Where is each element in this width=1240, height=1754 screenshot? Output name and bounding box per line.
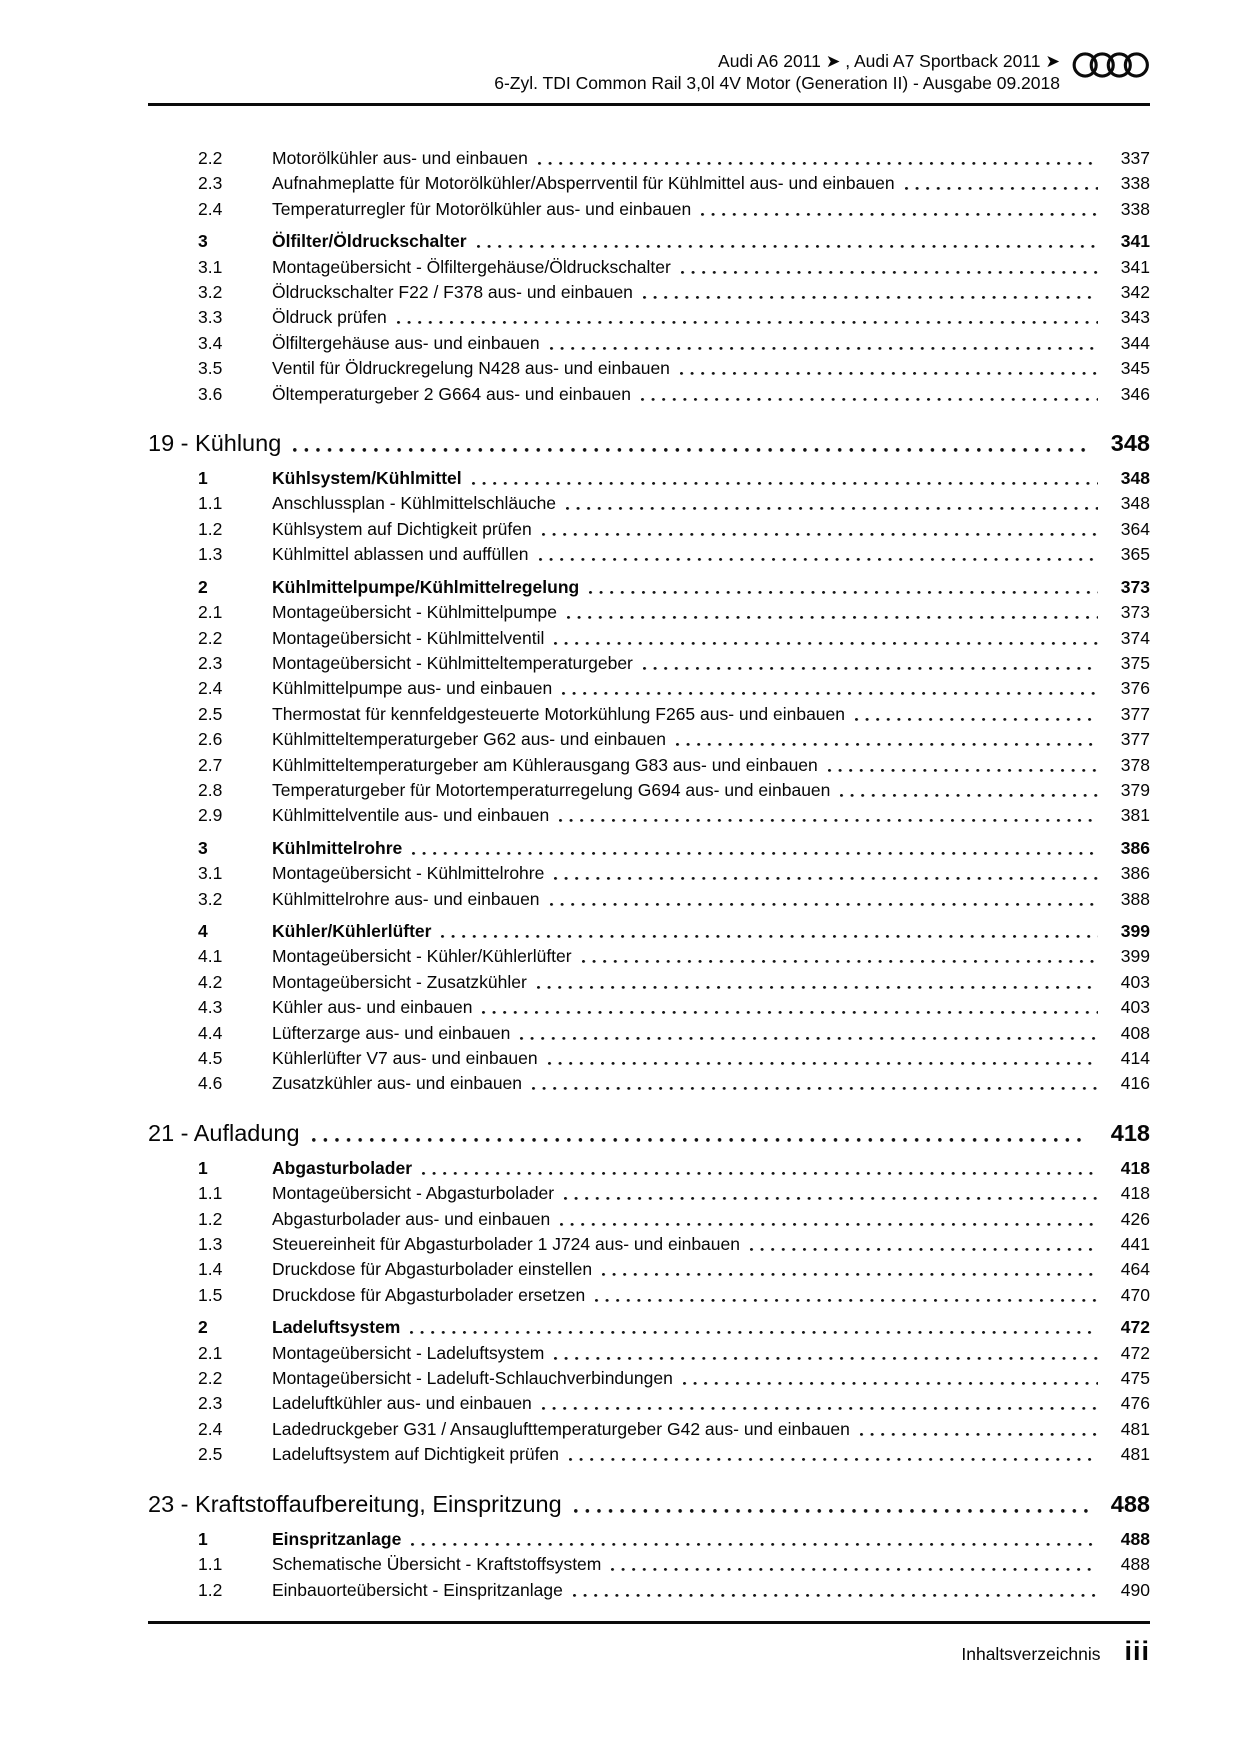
entry-title: Aufnahmeplatte für Motorölkühler/Absperrventil für Kühlmittel aus- und einbauen	[272, 173, 895, 194]
entry-page-number: 426	[1120, 1208, 1150, 1229]
dot-leader	[548, 1046, 1098, 1071]
entry-number: 4.6	[198, 1073, 223, 1094]
toc-entry	[148, 836, 1150, 861]
toc-entry	[148, 803, 1150, 828]
entry-number: 4.5	[198, 1048, 223, 1068]
entry-title: Montageübersicht - Zusatzkühler	[272, 971, 527, 992]
entry-page-number: 376	[1120, 678, 1150, 699]
entry-title: Steuereinheit für Abgasturbolader 1 J724 aus- und einbauen	[272, 1234, 740, 1255]
entry-title: Ladeluftsystem auf Dichtigkeit prüfen	[272, 1444, 559, 1465]
toc-entry	[148, 727, 1150, 752]
dot-leader	[550, 331, 1098, 356]
entry-page-number: 399	[1120, 920, 1150, 941]
entry-number: 2.9	[198, 805, 223, 826]
toc-entry	[148, 1021, 1150, 1046]
toc-entry	[148, 970, 1150, 995]
toc-entry	[148, 1417, 1150, 1442]
entry-number: 3.2	[198, 888, 223, 909]
page-footer	[148, 1636, 1150, 1667]
entry-number: 2	[198, 576, 208, 597]
entry-page-number: 414	[1120, 1048, 1150, 1068]
dot-leader	[680, 356, 1098, 381]
entry-number: 4.1	[198, 946, 223, 967]
entry-page-number: 337	[1120, 148, 1150, 168]
entry-number: 2.2	[198, 627, 223, 648]
dot-leader	[905, 171, 1098, 196]
entry-page-number: 418	[1120, 1157, 1150, 1178]
entry-page-number: 472	[1120, 1317, 1150, 1338]
dot-leader	[542, 1391, 1098, 1416]
toc-entry	[148, 255, 1150, 280]
header-models-line: Audi A6 2011 ➤ , Audi A7 Sportback 2011 ➤	[718, 51, 1060, 71]
entry-number: 1.1	[198, 1183, 223, 1204]
entry-title: Druckdose für Abgasturbolader ersetzen	[272, 1284, 586, 1305]
entry-number: 3	[198, 837, 208, 858]
dot-leader	[538, 146, 1098, 171]
entry-page-number: 377	[1120, 703, 1150, 724]
dot-leader	[559, 803, 1098, 828]
entry-number: 1.5	[198, 1284, 223, 1305]
entry-page-number: 377	[1120, 729, 1150, 750]
toc-entry	[148, 575, 1150, 600]
entry-page-number: 386	[1120, 837, 1150, 858]
toc-entry	[148, 1442, 1150, 1467]
entry-title: Abgasturbolader	[272, 1157, 413, 1178]
dot-leader	[582, 944, 1098, 969]
dot-leader	[683, 1366, 1098, 1391]
dot-leader	[860, 1417, 1098, 1442]
toc-entry	[148, 626, 1150, 651]
entry-title: Anschlussplan - Kühlmittelschläuche	[272, 493, 557, 514]
toc-entry	[148, 229, 1150, 254]
entry-title: Öldruckschalter F22 / F378 aus- und einbauen	[272, 282, 633, 303]
entry-title: Ladeluftkühler aus- und einbauen	[272, 1393, 532, 1414]
chapter-title: 19 - Kühlung	[148, 430, 282, 457]
entry-number: 2.6	[198, 729, 223, 750]
dot-leader	[567, 600, 1098, 625]
footer-rule	[148, 1621, 1150, 1624]
dot-leader	[562, 676, 1098, 701]
entry-page-number: 338	[1120, 173, 1150, 194]
toc-entry	[148, 887, 1150, 912]
entry-title: Kühlmittelventile aus- und einbauen	[272, 805, 550, 826]
dot-leader	[560, 1207, 1098, 1232]
entry-page-number: 399	[1120, 946, 1150, 967]
dot-leader	[641, 382, 1098, 407]
dot-leader	[564, 1181, 1098, 1206]
entry-page-number: 381	[1120, 805, 1150, 826]
entry-number: 1	[198, 1157, 208, 1178]
entry-number: 2.3	[198, 173, 223, 194]
entry-page-number: 338	[1120, 198, 1150, 219]
entry-title: Zusatzkühler aus- und einbauen	[272, 1073, 523, 1094]
entry-title: Ölfilter/Öldruckschalter	[272, 231, 467, 252]
entry-page-number: 481	[1120, 1444, 1150, 1465]
entry-number: 4.4	[198, 1022, 223, 1043]
dot-leader	[643, 280, 1098, 305]
toc-entry	[148, 356, 1150, 381]
entry-page-number: 472	[1120, 1342, 1150, 1363]
entry-title: Kühlmittelrohre	[272, 837, 403, 858]
toc-entry	[148, 676, 1150, 701]
entry-title: Montageübersicht - Ölfiltergehäuse/Öldruckschalter	[272, 256, 671, 277]
entry-page-number: 388	[1120, 888, 1150, 909]
toc-entry	[148, 382, 1150, 407]
toc-entry	[148, 702, 1150, 727]
entry-number: 2.4	[198, 198, 223, 219]
entry-number: 2.1	[198, 602, 223, 623]
entry-title: Temperaturgeber für Motortemperaturregelung G694 aus- und einbauen	[272, 779, 831, 800]
entry-page-number: 348	[1120, 468, 1150, 489]
table-of-contents	[148, 146, 1150, 1603]
entry-page-number: 488	[1120, 1528, 1150, 1549]
dot-leader	[566, 491, 1098, 516]
entry-number: 2.5	[198, 703, 223, 724]
entry-page-number: 408	[1120, 1022, 1150, 1043]
dot-leader	[840, 778, 1098, 803]
entry-number: 2.3	[198, 1393, 223, 1414]
entry-title: Öldruck prüfen	[272, 307, 387, 328]
entry-number: 1.2	[198, 1579, 223, 1600]
toc-entry	[148, 305, 1150, 330]
entry-page-number: 374	[1120, 627, 1150, 648]
entry-number: 3.3	[198, 307, 223, 328]
chapter-heading	[148, 1118, 1150, 1149]
dot-leader	[410, 1315, 1098, 1340]
entry-page-number: 418	[1120, 1183, 1150, 1204]
entry-number: 1.3	[198, 1234, 223, 1255]
dot-leader	[532, 1071, 1098, 1096]
entry-title: Montageübersicht - Ladeluft-Schlauchverbindungen	[272, 1368, 673, 1389]
entry-page-number: 342	[1120, 282, 1150, 303]
entry-page-number: 364	[1120, 518, 1150, 539]
dot-leader	[750, 1232, 1098, 1257]
entry-number: 2.3	[198, 652, 223, 673]
toc-entry	[148, 491, 1150, 516]
entry-page-number: 344	[1120, 332, 1150, 353]
toc-entry	[148, 1391, 1150, 1416]
toc-entry	[148, 466, 1150, 491]
entry-title: Kühlsystem auf Dichtigkeit prüfen	[272, 518, 532, 539]
dot-leader	[520, 1021, 1098, 1046]
footer-page-number: iii	[1124, 1635, 1150, 1666]
toc-entry	[148, 919, 1150, 944]
entry-number: 2.1	[198, 1342, 223, 1363]
toc-entry	[148, 1257, 1150, 1282]
entry-page-number: 464	[1120, 1259, 1150, 1280]
dot-leader	[550, 887, 1098, 912]
entry-title: Montageübersicht - Kühlmittelpumpe	[272, 602, 558, 623]
toc-entry	[148, 1552, 1150, 1577]
entry-title: Einspritzanlage	[272, 1528, 402, 1549]
dot-leader	[472, 466, 1098, 491]
entry-page-number: 365	[1120, 544, 1150, 565]
entry-title: Kühlmittel ablassen und auffüllen	[272, 544, 529, 565]
entry-number: 4.2	[198, 971, 223, 992]
entry-title: Ölfiltergehäuse aus- und einbauen	[272, 332, 540, 353]
chapter-title: 23 - Kraftstoffaufbereitung, Einspritzung	[148, 1490, 562, 1517]
toc-entry	[148, 1046, 1150, 1071]
entry-title: Thermostat für kennfeldgesteuerte Motorkühlung F265 aus- und einbauen	[272, 703, 845, 724]
dot-leader	[441, 919, 1098, 944]
dot-leader	[855, 702, 1098, 727]
entry-title: Temperaturregler für Motorölkühler aus- und einbauen	[272, 198, 692, 219]
dot-leader	[554, 626, 1098, 651]
entry-title: Einbauorteübersicht - Einspritzanlage	[272, 1579, 563, 1600]
entry-title: Öltemperaturgeber 2 G664 aus- und einbauen	[272, 383, 631, 404]
dot-leader	[312, 1118, 1088, 1149]
dot-leader	[595, 1283, 1098, 1308]
dot-leader	[539, 542, 1098, 567]
entry-number: 2.4	[198, 678, 223, 699]
entry-title: Lüfterzarge aus- und einbauen	[272, 1022, 511, 1043]
entry-number: 3.1	[198, 256, 223, 277]
chapter-page-number: 418	[1110, 1119, 1150, 1146]
dot-leader	[554, 1341, 1098, 1366]
entry-number: 3.4	[198, 332, 223, 353]
entry-title: Ladeluftsystem	[272, 1317, 401, 1338]
entry-page-number: 416	[1120, 1073, 1150, 1094]
toc-entry	[148, 651, 1150, 676]
header-engine-line: 6-Zyl. TDI Common Rail 3,0l 4V Motor (Generation II) - Ausgabe 09.2018	[494, 73, 1060, 93]
dot-leader	[643, 651, 1098, 676]
chapter-heading	[148, 1489, 1150, 1520]
dot-leader	[569, 1442, 1098, 1467]
toc-entry	[148, 1156, 1150, 1181]
toc-entry	[148, 753, 1150, 778]
entry-title: Abgasturbolader aus- und einbauen	[272, 1208, 551, 1229]
entry-number: 1.2	[198, 1208, 223, 1229]
entry-number: 2.8	[198, 779, 223, 800]
chapter-title: 21 - Aufladung	[148, 1119, 300, 1146]
entry-page-number: 379	[1120, 779, 1150, 800]
dot-leader	[397, 305, 1098, 330]
entry-title: Kühlmitteltemperaturgeber G62 aus- und einbauen	[272, 729, 666, 750]
entry-title: Kühlmittelrohre aus- und einbauen	[272, 888, 540, 909]
toc-entry	[148, 1366, 1150, 1391]
entry-title: Druckdose für Abgasturbolader einstellen	[272, 1259, 593, 1280]
audi-rings-icon	[1072, 50, 1150, 80]
toc-entry	[148, 1232, 1150, 1257]
toc-entry	[148, 1071, 1150, 1096]
entry-title: Montageübersicht - Kühlmittelrohre	[272, 863, 545, 884]
entry-number: 1.2	[198, 518, 223, 539]
toc-entry	[148, 1181, 1150, 1206]
toc-entry	[148, 542, 1150, 567]
entry-page-number: 375	[1120, 652, 1150, 673]
toc-entry	[148, 944, 1150, 969]
entry-number: 2.7	[198, 754, 223, 775]
toc-entry	[148, 171, 1150, 196]
entry-page-number: 341	[1120, 231, 1150, 252]
toc-entry	[148, 331, 1150, 356]
dot-leader	[542, 517, 1098, 542]
toc-entry	[148, 995, 1150, 1020]
entry-page-number: 475	[1120, 1368, 1150, 1389]
entry-page-number: 343	[1120, 307, 1150, 328]
entry-number: 1	[198, 468, 208, 489]
toc-entry	[148, 778, 1150, 803]
entry-title: Montageübersicht - Ladeluftsystem	[272, 1342, 545, 1363]
entry-title: Schematische Übersicht - Kraftstoffsystem	[272, 1554, 602, 1575]
toc-entry	[148, 600, 1150, 625]
entry-title: Kühlsystem/Kühlmittel	[272, 468, 462, 489]
dot-leader	[589, 575, 1098, 600]
entry-number: 3.1	[198, 863, 223, 884]
entry-number: 2.2	[198, 148, 223, 168]
entry-title: Ventil für Öldruckregelung N428 aus- und einbauen	[272, 358, 670, 379]
chapter-heading	[148, 428, 1150, 459]
entry-number: 1	[198, 1528, 208, 1549]
chapter-page-number: 488	[1110, 1490, 1150, 1517]
toc-entry	[148, 1315, 1150, 1340]
entry-number: 1.1	[198, 493, 223, 514]
entry-title: Kühlmitteltemperaturgeber am Kühlerausgang G83 aus- und einbauen	[272, 754, 818, 775]
entry-title: Kühlerlüfter V7 aus- und einbauen	[272, 1048, 538, 1068]
entry-title: Montageübersicht - Kühler/Kühlerlüfter	[272, 946, 572, 967]
entry-number: 3.5	[198, 358, 223, 379]
entry-number: 3	[198, 231, 208, 252]
entry-page-number: 403	[1120, 971, 1150, 992]
dot-leader	[573, 1578, 1098, 1603]
dot-leader	[554, 861, 1098, 886]
dot-leader	[482, 995, 1098, 1020]
entry-title: Kühlmittelpumpe aus- und einbauen	[272, 678, 553, 699]
entry-title: Montageübersicht - Kühlmitteltemperaturgeber	[272, 652, 633, 673]
entry-number: 2.4	[198, 1418, 223, 1439]
page-header	[148, 50, 1150, 94]
entry-page-number: 348	[1120, 493, 1150, 514]
entry-number: 2.2	[198, 1368, 223, 1389]
entry-page-number: 490	[1120, 1579, 1150, 1600]
entry-page-number: 441	[1120, 1234, 1150, 1255]
entry-title: Kühlmittelpumpe/Kühlmittelregelung	[272, 576, 580, 597]
dot-leader	[537, 970, 1098, 995]
entry-page-number: 481	[1120, 1418, 1150, 1439]
entry-title: Montageübersicht - Abgasturbolader	[272, 1183, 555, 1204]
dot-leader	[411, 1527, 1098, 1552]
entry-number: 1.1	[198, 1554, 223, 1575]
entry-number: 2	[198, 1317, 208, 1338]
entry-number: 4.3	[198, 997, 223, 1018]
entry-number: 1.4	[198, 1259, 223, 1280]
dot-leader	[293, 428, 1088, 459]
toc-entry	[148, 1207, 1150, 1232]
entry-page-number: 373	[1120, 602, 1150, 623]
dot-leader	[574, 1489, 1088, 1520]
entry-title: Montageübersicht - Kühlmittelventil	[272, 627, 545, 648]
footer-label: Inhaltsverzeichnis	[961, 1643, 1101, 1664]
toc-entry	[148, 1283, 1150, 1308]
toc-entry	[148, 280, 1150, 305]
entry-number: 2.5	[198, 1444, 223, 1465]
entry-page-number: 346	[1120, 383, 1150, 404]
chapter-page-number: 348	[1110, 430, 1150, 457]
entry-page-number: 476	[1120, 1393, 1150, 1414]
toc-entry	[148, 1527, 1150, 1552]
entry-page-number: 488	[1120, 1554, 1150, 1575]
toc-entry	[148, 1578, 1150, 1603]
entry-page-number: 386	[1120, 863, 1150, 884]
entry-title: Kühler aus- und einbauen	[272, 997, 473, 1018]
entry-number: 3.2	[198, 282, 223, 303]
entry-page-number: 341	[1120, 256, 1150, 277]
header-rule	[148, 103, 1150, 106]
entry-page-number: 378	[1120, 754, 1150, 775]
toc-entry	[148, 517, 1150, 542]
dot-leader	[477, 229, 1098, 254]
entry-number: 1.3	[198, 544, 223, 565]
entry-page-number: 345	[1120, 358, 1150, 379]
entry-title: Ladedruckgeber G31 / Ansauglufttemperaturgeber G42 aus- und einbauen	[272, 1418, 850, 1439]
entry-page-number: 403	[1120, 997, 1150, 1018]
dot-leader	[681, 255, 1098, 280]
entry-title: Motorölkühler aus- und einbauen	[272, 148, 528, 168]
dot-leader	[701, 197, 1098, 222]
dot-leader	[828, 753, 1098, 778]
toc-entry	[148, 861, 1150, 886]
dot-leader	[611, 1552, 1098, 1577]
entry-page-number: 470	[1120, 1284, 1150, 1305]
toc-entry	[148, 1341, 1150, 1366]
entry-number: 4	[198, 920, 208, 941]
dot-leader	[602, 1257, 1098, 1282]
dot-leader	[422, 1156, 1098, 1181]
entry-number: 3.6	[198, 383, 223, 404]
toc-entry	[148, 197, 1150, 222]
entry-title: Kühler/Kühlerlüfter	[272, 920, 432, 941]
dot-leader	[412, 836, 1098, 861]
toc-entry	[148, 146, 1150, 171]
dot-leader	[676, 727, 1098, 752]
entry-page-number: 373	[1120, 576, 1150, 597]
